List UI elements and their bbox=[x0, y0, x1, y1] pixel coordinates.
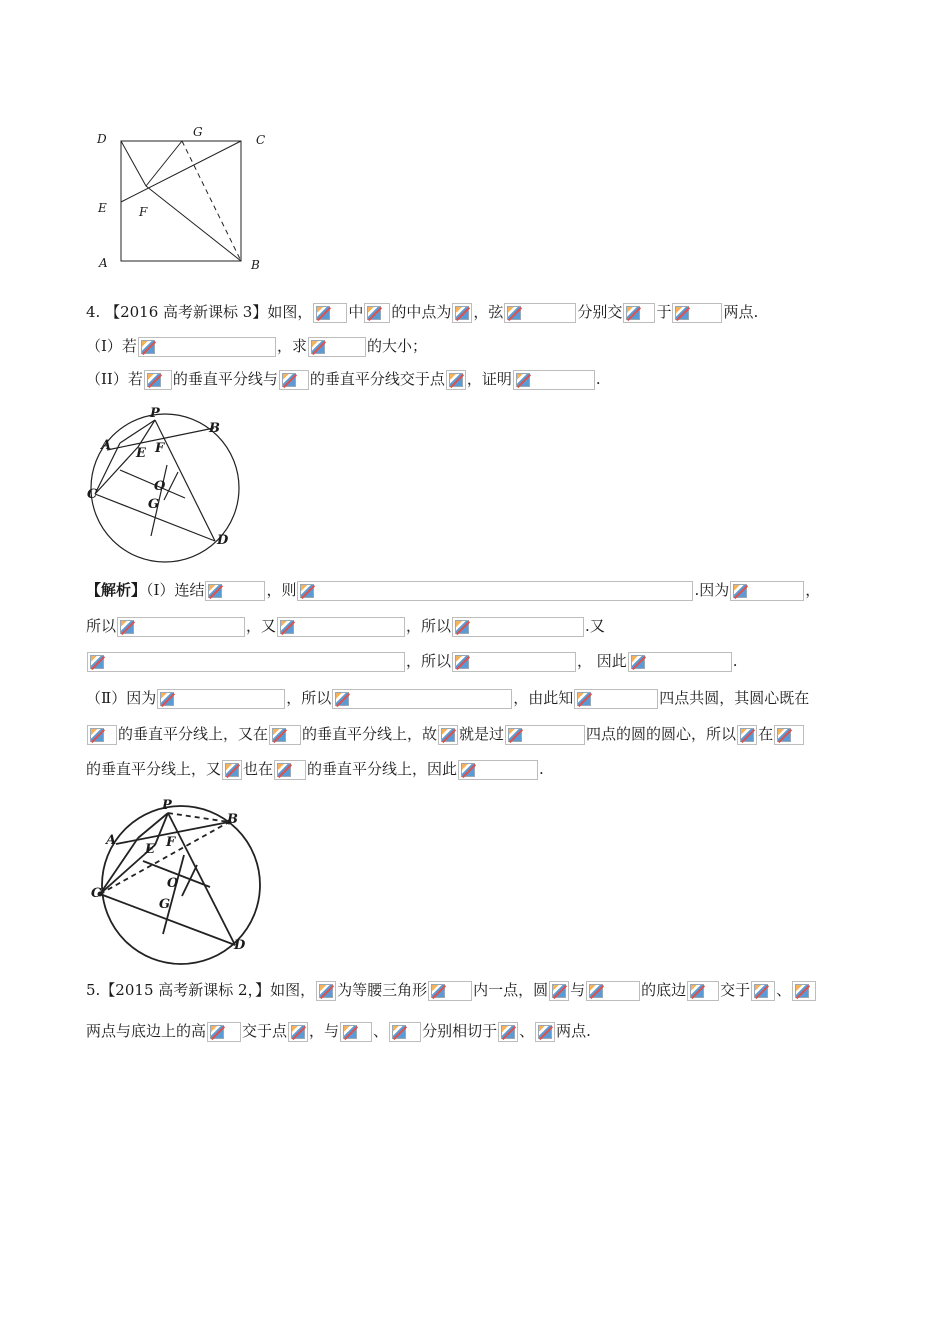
label-f: F bbox=[155, 441, 165, 456]
label-b: B bbox=[227, 812, 238, 827]
label-g: G bbox=[159, 897, 171, 912]
formula-image bbox=[687, 981, 719, 1001]
label-a: A bbox=[106, 833, 117, 848]
label-g: G bbox=[148, 497, 160, 512]
solution-line-3: ，所以 ， 因此 . bbox=[86, 648, 738, 674]
label-f: F bbox=[166, 835, 176, 850]
label-e: E bbox=[98, 201, 107, 215]
formula-image bbox=[498, 1022, 518, 1042]
label-c: C bbox=[256, 133, 266, 147]
formula-image bbox=[751, 981, 775, 1001]
label-p: P bbox=[150, 406, 160, 421]
formula-image bbox=[389, 1022, 421, 1042]
formula-image bbox=[340, 1022, 372, 1042]
label-a: A bbox=[99, 256, 108, 270]
formula-image bbox=[535, 1022, 555, 1042]
label-a: A bbox=[101, 438, 112, 453]
label-f: F bbox=[139, 205, 148, 219]
label-e: E bbox=[136, 446, 146, 461]
q5-line-1: 5.【2015 高考新课标 2，】如图， 为等腰三角形 内一点，圆 与 的底边 交于 、 bbox=[86, 977, 817, 1003]
label-b: B bbox=[251, 258, 260, 272]
solution-line-2: 所以 ，又 ，所以 .又 bbox=[86, 617, 605, 635]
formula-image bbox=[207, 1022, 241, 1042]
q4-part2: （II）若 的垂直平分线与 的垂直平分线交于点 ，证明 . bbox=[86, 370, 601, 388]
q4-line-1: 4. 【2016 高考新课标 3】如图， 中 的中点为 ，弦 分别交 于 两点. bbox=[86, 303, 759, 321]
formula-image bbox=[792, 981, 816, 1001]
q4-part1: （I）若 ，求 的大小； bbox=[86, 337, 427, 355]
formula-image bbox=[316, 981, 336, 1001]
label-d: D bbox=[97, 132, 107, 146]
solution-line-6: 的垂直平分线上，又 也在 的垂直平分线上，因此 . bbox=[86, 760, 544, 778]
label-e: E bbox=[145, 842, 155, 857]
formula-image bbox=[586, 981, 640, 1001]
formula-image bbox=[288, 1022, 308, 1042]
label-o: O bbox=[154, 479, 166, 494]
formula-image bbox=[428, 981, 472, 1001]
q4-source: 【2016 高考新课标 3】 bbox=[105, 303, 268, 321]
solution-line-1: 【解析】（Ⅰ）连结 ，则 .因为 ， bbox=[86, 581, 821, 599]
label-g: G bbox=[193, 125, 203, 139]
formula-image bbox=[549, 981, 569, 1001]
solution-line-5: 的垂直平分线上，又在 的垂直平分线上，故 就是过 四点的圆的圆心，所以 在 bbox=[86, 721, 805, 747]
label-c: C bbox=[91, 886, 102, 901]
label-d: D bbox=[217, 533, 229, 548]
solution-heading: 【解析】 bbox=[86, 581, 147, 599]
label-o: O bbox=[167, 876, 179, 891]
q5-line-2: 两点与底边上的高 交于点 ，与 、 分别相切于 、 两点. bbox=[86, 1022, 591, 1040]
solution-line-4: （Ⅱ）因为 ，所以 ，由此知 四点共圆，其圆心既在 bbox=[86, 689, 810, 707]
label-d: D bbox=[234, 938, 246, 953]
label-p: P bbox=[162, 798, 172, 813]
label-c: C bbox=[87, 487, 98, 502]
label-b: B bbox=[209, 421, 220, 436]
